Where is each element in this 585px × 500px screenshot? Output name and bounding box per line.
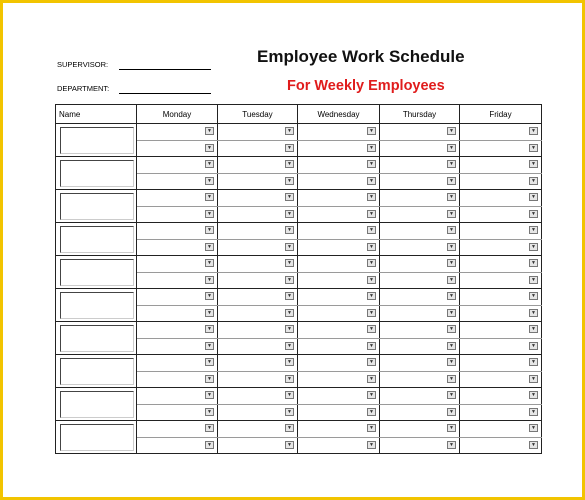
supervisor-row bbox=[57, 60, 108, 69]
dropdown-arrow-icon[interactable]: ▼ bbox=[205, 177, 214, 185]
shift-select-cell[interactable] bbox=[380, 305, 460, 322]
page-subtitle: For Weekly Employees bbox=[287, 78, 445, 94]
shift-select-cell[interactable] bbox=[137, 239, 218, 256]
dropdown-arrow-icon[interactable]: ▼ bbox=[447, 325, 456, 333]
shift-select-cell[interactable] bbox=[298, 338, 380, 355]
dropdown-arrow-icon[interactable]: ▼ bbox=[205, 424, 214, 432]
dropdown-arrow-icon[interactable]: ▼ bbox=[447, 375, 456, 383]
shift-select-cell[interactable] bbox=[218, 190, 298, 207]
shift-select-cell[interactable] bbox=[137, 289, 218, 306]
dropdown-arrow-icon[interactable]: ▼ bbox=[529, 358, 538, 366]
dropdown-arrow-icon[interactable]: ▼ bbox=[529, 325, 538, 333]
dropdown-arrow-icon[interactable]: ▼ bbox=[529, 177, 538, 185]
shift-select-cell[interactable] bbox=[460, 124, 542, 141]
shift-select-cell[interactable] bbox=[137, 190, 218, 207]
shift-select-cell[interactable] bbox=[460, 173, 542, 190]
employee-name-cell bbox=[56, 421, 137, 454]
dropdown-arrow-icon[interactable]: ▼ bbox=[529, 424, 538, 432]
dropdown-arrow-icon[interactable]: ▼ bbox=[529, 441, 538, 449]
shift-select-cell[interactable] bbox=[460, 305, 542, 322]
dropdown-arrow-icon[interactable]: ▼ bbox=[205, 259, 214, 267]
dropdown-arrow-icon[interactable]: ▼ bbox=[447, 292, 456, 300]
dropdown-arrow-icon[interactable]: ▼ bbox=[447, 127, 456, 135]
shift-select-cell[interactable] bbox=[460, 421, 542, 438]
dropdown-arrow-icon[interactable]: ▼ bbox=[205, 441, 214, 449]
dropdown-arrow-icon[interactable]: ▼ bbox=[447, 160, 456, 168]
department-field[interactable] bbox=[119, 93, 211, 94]
department-row bbox=[57, 84, 109, 93]
shift-select-cell[interactable] bbox=[298, 190, 380, 207]
dropdown-arrow-icon[interactable]: ▼ bbox=[529, 342, 538, 350]
shift-select-cell[interactable] bbox=[298, 256, 380, 273]
shift-select-cell[interactable] bbox=[460, 322, 542, 339]
dropdown-arrow-icon[interactable]: ▼ bbox=[447, 193, 456, 201]
shift-select-cell[interactable] bbox=[460, 388, 542, 405]
dropdown-arrow-icon[interactable]: ▼ bbox=[285, 177, 294, 185]
shift-select-cell[interactable] bbox=[218, 157, 298, 174]
shift-select-cell[interactable] bbox=[218, 289, 298, 306]
shift-select-cell[interactable] bbox=[137, 355, 218, 372]
shift-select-cell[interactable] bbox=[380, 437, 460, 454]
dropdown-arrow-icon[interactable]: ▼ bbox=[205, 408, 214, 416]
dropdown-arrow-icon[interactable]: ▼ bbox=[367, 342, 376, 350]
shift-select-cell[interactable] bbox=[380, 140, 460, 157]
shift-select-cell[interactable] bbox=[298, 206, 380, 223]
employee-name-cell bbox=[56, 223, 137, 256]
dropdown-arrow-icon[interactable]: ▼ bbox=[205, 309, 214, 317]
shift-select-cell[interactable] bbox=[218, 256, 298, 273]
document-page bbox=[3, 3, 582, 497]
page-title: Employee Work Schedule bbox=[257, 47, 465, 66]
shift-select-cell[interactable] bbox=[460, 157, 542, 174]
employee-name-input[interactable] bbox=[60, 259, 134, 286]
shift-select-cell[interactable] bbox=[137, 305, 218, 322]
dropdown-arrow-icon[interactable]: ▼ bbox=[205, 375, 214, 383]
dropdown-arrow-icon[interactable]: ▼ bbox=[285, 210, 294, 218]
dropdown-arrow-icon[interactable]: ▼ bbox=[205, 358, 214, 366]
shift-select-cell[interactable] bbox=[137, 140, 218, 157]
dropdown-arrow-icon[interactable]: ▼ bbox=[285, 193, 294, 201]
dropdown-arrow-icon[interactable]: ▼ bbox=[367, 243, 376, 251]
shift-select-cell[interactable] bbox=[298, 322, 380, 339]
shift-select-cell[interactable] bbox=[218, 437, 298, 454]
dropdown-arrow-icon[interactable]: ▼ bbox=[367, 259, 376, 267]
shift-select-cell[interactable] bbox=[460, 256, 542, 273]
dropdown-arrow-icon[interactable]: ▼ bbox=[367, 193, 376, 201]
dropdown-arrow-icon[interactable]: ▼ bbox=[447, 342, 456, 350]
dropdown-arrow-icon[interactable]: ▼ bbox=[447, 259, 456, 267]
shift-select-cell[interactable] bbox=[137, 371, 218, 388]
shift-select-cell[interactable] bbox=[460, 239, 542, 256]
employee-name-input[interactable] bbox=[60, 325, 134, 352]
dropdown-arrow-icon[interactable]: ▼ bbox=[447, 144, 456, 152]
employee-name-cell bbox=[56, 157, 137, 190]
shift-row bbox=[56, 388, 542, 405]
dropdown-arrow-icon[interactable]: ▼ bbox=[205, 144, 214, 152]
shift-select-cell[interactable] bbox=[380, 355, 460, 372]
dropdown-arrow-icon[interactable]: ▼ bbox=[285, 358, 294, 366]
shift-row bbox=[56, 256, 542, 273]
dropdown-arrow-icon[interactable]: ▼ bbox=[285, 276, 294, 284]
dropdown-arrow-icon[interactable]: ▼ bbox=[529, 375, 538, 383]
dropdown-arrow-icon[interactable]: ▼ bbox=[367, 160, 376, 168]
schedule-table bbox=[55, 104, 542, 454]
dropdown-arrow-icon[interactable]: ▼ bbox=[205, 226, 214, 234]
dropdown-arrow-icon[interactable]: ▼ bbox=[447, 276, 456, 284]
dropdown-arrow-icon[interactable]: ▼ bbox=[367, 375, 376, 383]
shift-select-cell[interactable] bbox=[298, 355, 380, 372]
shift-select-cell[interactable] bbox=[460, 355, 542, 372]
shift-select-cell[interactable] bbox=[218, 305, 298, 322]
column-header-thursday: Thursday bbox=[380, 105, 460, 124]
dropdown-arrow-icon[interactable]: ▼ bbox=[205, 342, 214, 350]
dropdown-arrow-icon[interactable]: ▼ bbox=[285, 325, 294, 333]
shift-select-cell[interactable] bbox=[380, 338, 460, 355]
dropdown-arrow-icon[interactable]: ▼ bbox=[529, 160, 538, 168]
shift-select-cell[interactable] bbox=[218, 322, 298, 339]
header-row bbox=[56, 105, 542, 124]
dropdown-arrow-icon[interactable]: ▼ bbox=[367, 226, 376, 234]
dropdown-arrow-icon[interactable]: ▼ bbox=[447, 309, 456, 317]
shift-select-cell[interactable] bbox=[218, 421, 298, 438]
shift-select-cell[interactable] bbox=[218, 239, 298, 256]
dropdown-arrow-icon[interactable]: ▼ bbox=[529, 243, 538, 251]
dropdown-arrow-icon[interactable]: ▼ bbox=[447, 441, 456, 449]
dropdown-arrow-icon[interactable]: ▼ bbox=[529, 210, 538, 218]
dropdown-arrow-icon[interactable]: ▼ bbox=[447, 358, 456, 366]
dropdown-arrow-icon[interactable]: ▼ bbox=[529, 408, 538, 416]
dropdown-arrow-icon[interactable]: ▼ bbox=[367, 424, 376, 432]
supervisor-field[interactable] bbox=[119, 69, 211, 70]
column-header-monday: Monday bbox=[137, 105, 218, 124]
shift-select-cell[interactable] bbox=[218, 124, 298, 141]
shift-row bbox=[56, 421, 542, 438]
dropdown-arrow-icon[interactable]: ▼ bbox=[447, 243, 456, 251]
dropdown-arrow-icon[interactable]: ▼ bbox=[285, 342, 294, 350]
dropdown-arrow-icon[interactable]: ▼ bbox=[367, 127, 376, 135]
dropdown-arrow-icon[interactable]: ▼ bbox=[205, 243, 214, 251]
dropdown-arrow-icon[interactable]: ▼ bbox=[285, 144, 294, 152]
dropdown-arrow-icon[interactable]: ▼ bbox=[205, 160, 214, 168]
dropdown-arrow-icon[interactable]: ▼ bbox=[285, 160, 294, 168]
shift-select-cell[interactable] bbox=[298, 421, 380, 438]
shift-select-cell[interactable] bbox=[460, 338, 542, 355]
shift-select-cell[interactable] bbox=[380, 190, 460, 207]
dropdown-arrow-icon[interactable]: ▼ bbox=[367, 391, 376, 399]
employee-name-input[interactable] bbox=[60, 226, 134, 253]
dropdown-arrow-icon[interactable]: ▼ bbox=[529, 309, 538, 317]
dropdown-arrow-icon[interactable]: ▼ bbox=[529, 226, 538, 234]
employee-name-input[interactable] bbox=[60, 127, 134, 154]
dropdown-arrow-icon[interactable]: ▼ bbox=[529, 144, 538, 152]
dropdown-arrow-icon[interactable]: ▼ bbox=[205, 210, 214, 218]
shift-select-cell[interactable] bbox=[137, 322, 218, 339]
shift-select-cell[interactable] bbox=[218, 355, 298, 372]
shift-select-cell[interactable] bbox=[460, 437, 542, 454]
dropdown-arrow-icon[interactable]: ▼ bbox=[205, 325, 214, 333]
dropdown-arrow-icon[interactable]: ▼ bbox=[205, 193, 214, 201]
dropdown-arrow-icon[interactable]: ▼ bbox=[367, 358, 376, 366]
shift-select-cell[interactable] bbox=[137, 206, 218, 223]
employee-name-cell bbox=[56, 355, 137, 388]
shift-select-cell[interactable] bbox=[460, 371, 542, 388]
dropdown-arrow-icon[interactable]: ▼ bbox=[529, 193, 538, 201]
shift-select-cell[interactable] bbox=[460, 272, 542, 289]
dropdown-arrow-icon[interactable]: ▼ bbox=[529, 127, 538, 135]
shift-select-cell[interactable] bbox=[137, 404, 218, 421]
shift-select-cell[interactable] bbox=[137, 437, 218, 454]
employee-name-input[interactable] bbox=[60, 160, 134, 187]
shift-select-cell[interactable] bbox=[380, 173, 460, 190]
shift-select-cell[interactable] bbox=[218, 140, 298, 157]
dropdown-arrow-icon[interactable]: ▼ bbox=[285, 375, 294, 383]
shift-select-cell[interactable] bbox=[460, 223, 542, 240]
column-header-name: Name bbox=[56, 105, 137, 124]
shift-select-cell[interactable] bbox=[380, 289, 460, 306]
dropdown-arrow-icon[interactable]: ▼ bbox=[367, 276, 376, 284]
shift-select-cell[interactable] bbox=[380, 239, 460, 256]
dropdown-arrow-icon[interactable]: ▼ bbox=[285, 127, 294, 135]
dropdown-arrow-icon[interactable]: ▼ bbox=[447, 210, 456, 218]
dropdown-arrow-icon[interactable]: ▼ bbox=[285, 292, 294, 300]
employee-name-cell bbox=[56, 256, 137, 289]
dropdown-arrow-icon[interactable]: ▼ bbox=[205, 276, 214, 284]
shift-select-cell[interactable] bbox=[460, 206, 542, 223]
shift-row bbox=[56, 124, 542, 141]
dropdown-arrow-icon[interactable]: ▼ bbox=[285, 441, 294, 449]
dropdown-arrow-icon[interactable]: ▼ bbox=[447, 424, 456, 432]
dropdown-arrow-icon[interactable]: ▼ bbox=[447, 408, 456, 416]
shift-select-cell[interactable] bbox=[137, 157, 218, 174]
shift-select-cell[interactable] bbox=[218, 388, 298, 405]
dropdown-arrow-icon[interactable]: ▼ bbox=[367, 325, 376, 333]
shift-select-cell[interactable] bbox=[298, 173, 380, 190]
shift-select-cell[interactable] bbox=[298, 289, 380, 306]
shift-select-cell[interactable] bbox=[380, 157, 460, 174]
shift-select-cell[interactable] bbox=[137, 338, 218, 355]
shift-select-cell[interactable] bbox=[298, 272, 380, 289]
bottom-fade bbox=[3, 455, 582, 497]
shift-select-cell[interactable] bbox=[460, 289, 542, 306]
shift-select-cell[interactable] bbox=[218, 404, 298, 421]
column-header-wednesday: Wednesday bbox=[298, 105, 380, 124]
shift-select-cell[interactable] bbox=[298, 388, 380, 405]
dropdown-arrow-icon[interactable]: ▼ bbox=[367, 177, 376, 185]
column-header-friday: Friday bbox=[460, 105, 542, 124]
employee-name-cell bbox=[56, 124, 137, 157]
shift-row bbox=[56, 322, 542, 339]
shift-select-cell[interactable] bbox=[137, 173, 218, 190]
shift-row bbox=[56, 157, 542, 174]
shift-select-cell[interactable] bbox=[218, 223, 298, 240]
shift-select-cell[interactable] bbox=[298, 140, 380, 157]
shift-select-cell[interactable] bbox=[137, 256, 218, 273]
employee-name-input[interactable] bbox=[60, 358, 134, 385]
shift-select-cell[interactable] bbox=[137, 124, 218, 141]
dropdown-arrow-icon[interactable]: ▼ bbox=[367, 292, 376, 300]
shift-select-cell[interactable] bbox=[460, 190, 542, 207]
shift-select-cell[interactable] bbox=[380, 223, 460, 240]
dropdown-arrow-icon[interactable]: ▼ bbox=[205, 391, 214, 399]
shift-row bbox=[56, 223, 542, 240]
shift-select-cell[interactable] bbox=[298, 157, 380, 174]
shift-row bbox=[56, 289, 542, 306]
employee-name-input[interactable] bbox=[60, 391, 134, 418]
dropdown-arrow-icon[interactable]: ▼ bbox=[285, 259, 294, 267]
shift-select-cell[interactable] bbox=[380, 421, 460, 438]
shift-select-cell[interactable] bbox=[218, 338, 298, 355]
dropdown-arrow-icon[interactable]: ▼ bbox=[447, 177, 456, 185]
employee-name-cell bbox=[56, 388, 137, 421]
dropdown-arrow-icon[interactable]: ▼ bbox=[285, 391, 294, 399]
shift-select-cell[interactable] bbox=[298, 371, 380, 388]
dropdown-arrow-icon[interactable]: ▼ bbox=[367, 309, 376, 317]
dropdown-arrow-icon[interactable]: ▼ bbox=[529, 391, 538, 399]
dropdown-arrow-icon[interactable]: ▼ bbox=[367, 144, 376, 152]
dropdown-arrow-icon[interactable]: ▼ bbox=[285, 226, 294, 234]
shift-select-cell[interactable] bbox=[298, 305, 380, 322]
shift-select-cell[interactable] bbox=[380, 206, 460, 223]
shift-select-cell[interactable] bbox=[380, 388, 460, 405]
dropdown-arrow-icon[interactable]: ▼ bbox=[367, 441, 376, 449]
employee-name-input[interactable] bbox=[60, 424, 134, 451]
dropdown-arrow-icon[interactable]: ▼ bbox=[205, 292, 214, 300]
dropdown-arrow-icon[interactable]: ▼ bbox=[285, 408, 294, 416]
shift-row bbox=[56, 190, 542, 207]
dropdown-arrow-icon[interactable]: ▼ bbox=[529, 276, 538, 284]
employee-name-cell bbox=[56, 190, 137, 223]
employee-name-cell bbox=[56, 322, 137, 355]
shift-select-cell[interactable] bbox=[298, 437, 380, 454]
shift-select-cell[interactable] bbox=[380, 404, 460, 421]
dropdown-arrow-icon[interactable]: ▼ bbox=[447, 226, 456, 234]
shift-select-cell[interactable] bbox=[137, 272, 218, 289]
shift-select-cell[interactable] bbox=[298, 124, 380, 141]
dropdown-arrow-icon[interactable]: ▼ bbox=[529, 292, 538, 300]
shift-row bbox=[56, 355, 542, 372]
shift-select-cell[interactable] bbox=[218, 173, 298, 190]
employee-name-cell bbox=[56, 289, 137, 322]
shift-select-cell[interactable] bbox=[218, 272, 298, 289]
shift-select-cell[interactable] bbox=[380, 322, 460, 339]
dropdown-arrow-icon[interactable]: ▼ bbox=[285, 309, 294, 317]
shift-select-cell[interactable] bbox=[298, 223, 380, 240]
shift-select-cell[interactable] bbox=[137, 223, 218, 240]
dropdown-arrow-icon[interactable]: ▼ bbox=[285, 243, 294, 251]
shift-select-cell[interactable] bbox=[137, 388, 218, 405]
shift-select-cell[interactable] bbox=[380, 124, 460, 141]
shift-select-cell[interactable] bbox=[298, 239, 380, 256]
department-label: DEPARTMENT: bbox=[57, 84, 110, 93]
shift-select-cell[interactable] bbox=[460, 140, 542, 157]
column-header-tuesday: Tuesday bbox=[218, 105, 298, 124]
shift-select-cell[interactable] bbox=[460, 404, 542, 421]
employee-name-input[interactable] bbox=[60, 292, 134, 319]
shift-select-cell[interactable] bbox=[137, 421, 218, 438]
employee-name-input[interactable] bbox=[60, 193, 134, 220]
dropdown-arrow-icon[interactable]: ▼ bbox=[529, 259, 538, 267]
shift-select-cell[interactable] bbox=[380, 371, 460, 388]
supervisor-label: SUPERVISOR: bbox=[57, 60, 109, 69]
shift-select-cell[interactable] bbox=[298, 404, 380, 421]
dropdown-arrow-icon[interactable]: ▼ bbox=[367, 408, 376, 416]
dropdown-arrow-icon[interactable]: ▼ bbox=[285, 424, 294, 432]
dropdown-arrow-icon[interactable]: ▼ bbox=[447, 391, 456, 399]
shift-select-cell[interactable] bbox=[218, 371, 298, 388]
dropdown-arrow-icon[interactable]: ▼ bbox=[205, 127, 214, 135]
dropdown-arrow-icon[interactable]: ▼ bbox=[367, 210, 376, 218]
shift-select-cell[interactable] bbox=[218, 206, 298, 223]
shift-select-cell[interactable] bbox=[380, 272, 460, 289]
shift-select-cell[interactable] bbox=[380, 256, 460, 273]
